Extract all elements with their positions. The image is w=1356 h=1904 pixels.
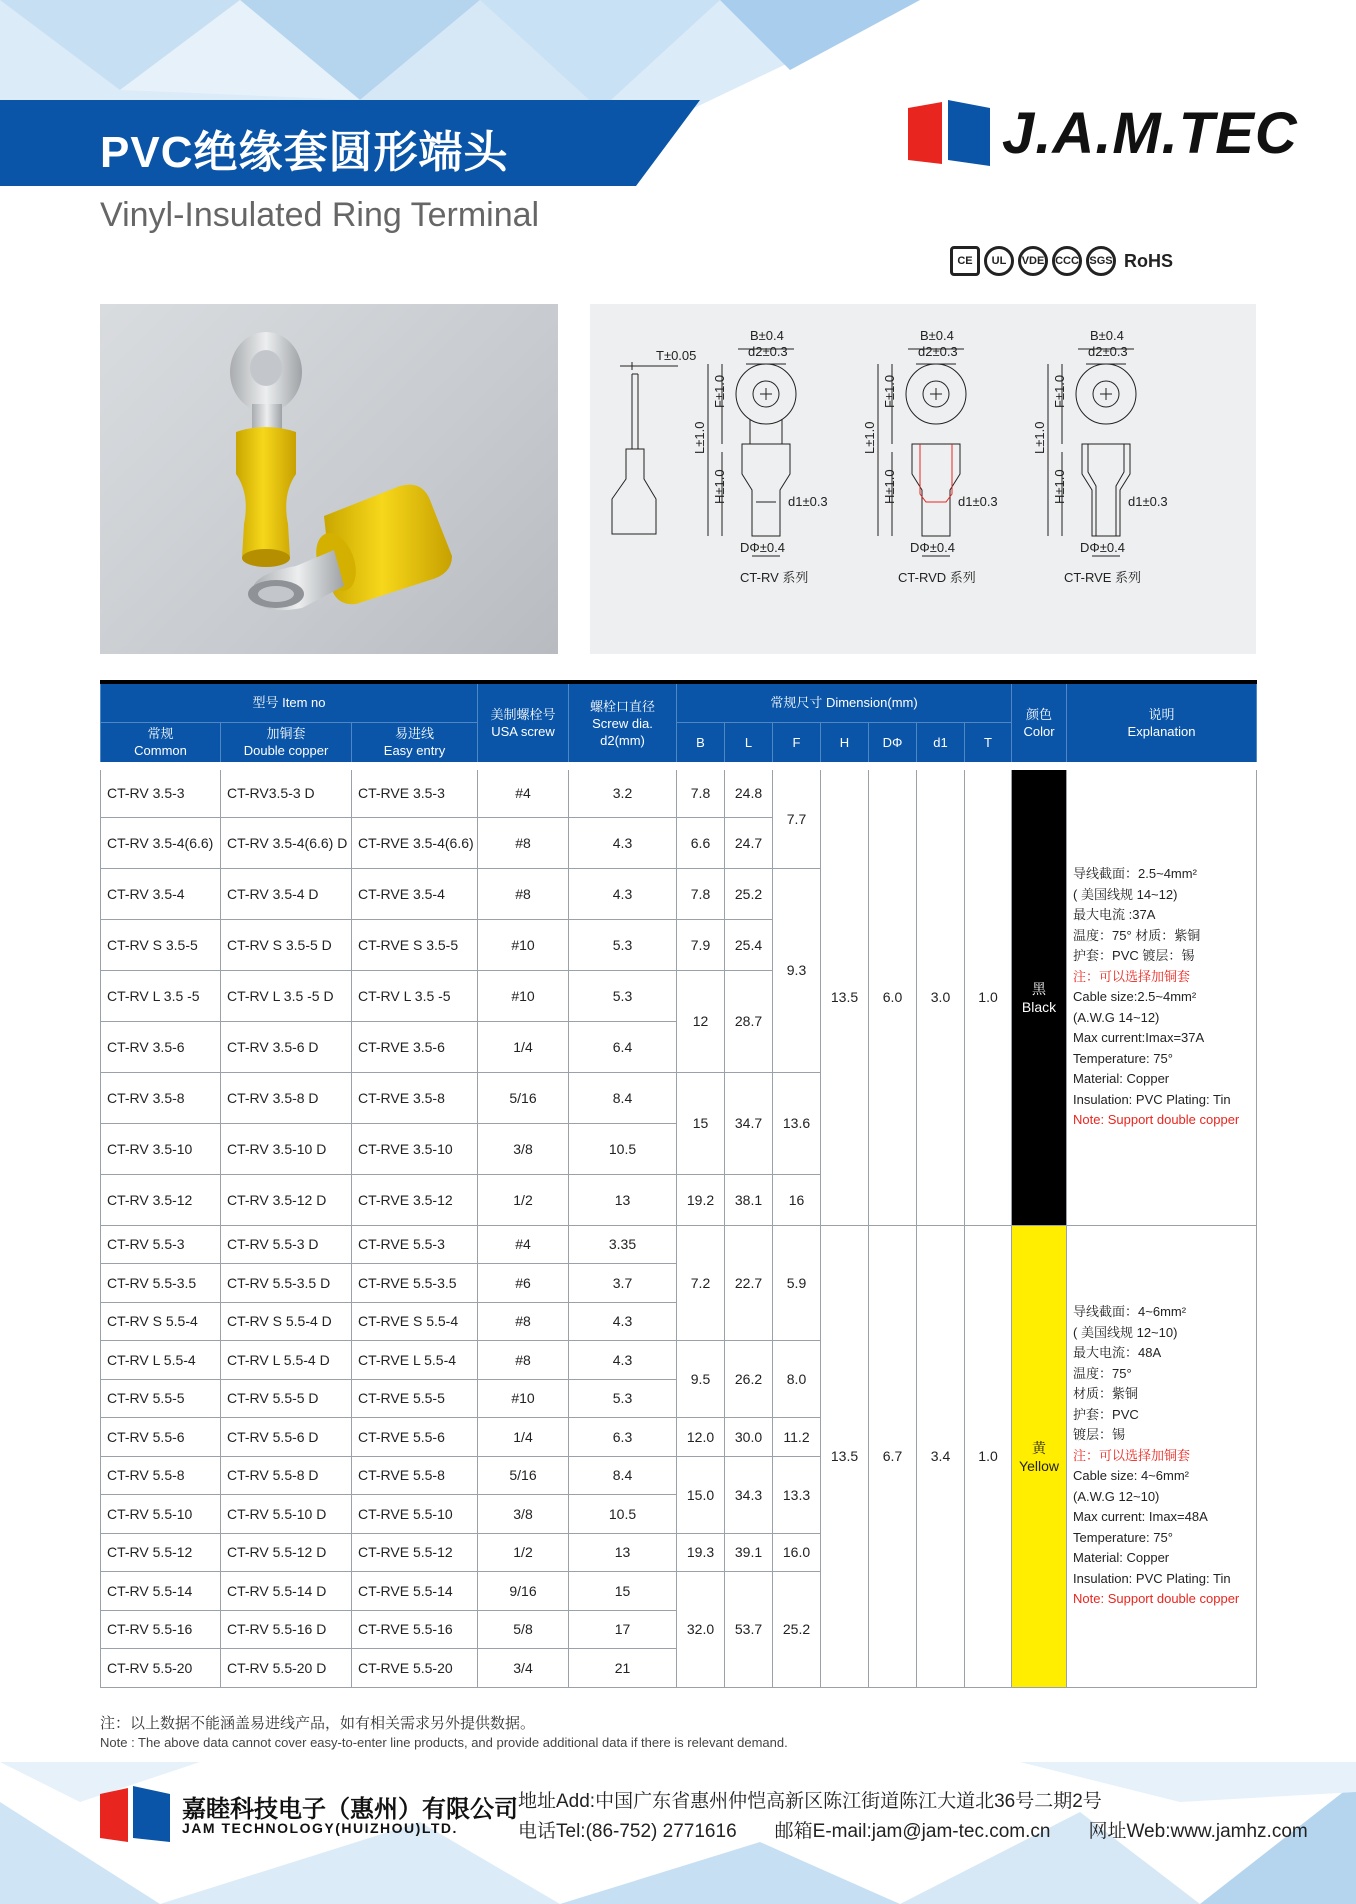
cell-double: CT-RV 5.5-20 D [221,1649,352,1688]
cell-easy: CT-RVE 5.5-16 [352,1610,478,1649]
cell-double: CT-RV 5.5-16 D [221,1610,352,1649]
cell-common: CT-RV L 5.5-4 [101,1341,221,1380]
page-subtitle: Vinyl-Insulated Ring Terminal [100,196,540,234]
cell-usa: 3/4 [478,1649,569,1688]
cell-double: CT-RV 5.5-3.5 D [221,1264,352,1303]
cell-b: 19.2 [677,1174,725,1225]
cell-easy: CT-RV L 3.5 -5 [352,970,478,1021]
certification-marks [950,244,1173,278]
footer-logo-icon [100,1786,170,1842]
cell-double: CT-RV 5.5-3 D [221,1225,352,1264]
explanation-black: 导线截面：2.5~4mm² ( 美国线规 14~12) 最大电流 :37A 温度：75° 材质：紫铜 护套：PVC 镀层：锡 注：可以选择加铜套 Cable size:2.5~4mm² (A.W.G 14~12) Max current:Imax=37A Temperature: 75° Material: Copper Insulation: PVC Plating: Tin Note: Support double copper [1067,766,1257,1225]
page-title: PVC绝缘套圆形端头 [100,128,509,177]
cell-usa: #10 [478,970,569,1021]
cell-d2: 21 [569,1649,677,1688]
cell-usa: #8 [478,817,569,868]
cell-common: CT-RV 3.5-12 [101,1174,221,1225]
dphi-label-3: DΦ±0.4 [1080,540,1125,555]
table-row [101,1225,1257,1264]
cell-usa: 1/4 [478,1021,569,1072]
cell-easy: CT-RVE 5.5-12 [352,1533,478,1572]
cell-usa: #4 [478,766,569,817]
header-color: 颜色 Color [1012,682,1067,766]
ul-mark-icon: UL [984,246,1014,276]
cell-easy: CT-RVE 3.5-8 [352,1072,478,1123]
cell-common: CT-RV 3.5-10 [101,1123,221,1174]
cell-d2: 3.35 [569,1225,677,1264]
cell-common: CT-RV 3.5-6 [101,1021,221,1072]
company-address: 地址Add:中国广东省惠州仲恺高新区陈江街道陈江大道北36号二期2号 [518,1791,1102,1812]
cell-easy: CT-RVE 5.5-20 [352,1649,478,1688]
d2-label-2: d2±0.3 [918,344,958,359]
dphi-label-2: DΦ±0.4 [910,540,955,555]
cell-easy: CT-RVE S 5.5-4 [352,1302,478,1341]
cell-d2: 6.4 [569,1021,677,1072]
cell-common: CT-RV 5.5-6 [101,1418,221,1457]
h-label-2: H±1.0 [882,469,897,504]
header-dimension: 常规尺寸 Dimension(mm) [677,682,1012,722]
cell-common: CT-RV L 3.5 -5 [101,970,221,1021]
l-label-3: L±1.0 [1032,421,1047,454]
b-label-1: B±0.4 [750,328,784,343]
color-swatch-black: 黑 Black [1012,766,1067,1225]
cell-easy: CT-RVE 3.5-3 [352,766,478,817]
cell-b: 15.0 [677,1456,725,1533]
cell-usa: 3/8 [478,1123,569,1174]
header-dim-f: F [773,722,821,766]
cell-usa: 5/8 [478,1610,569,1649]
phone-number: 电话Tel:(86-752) 2771616 [518,1821,737,1842]
cell-double: CT-RV3.5-3 D [221,766,352,817]
cell-common: CT-RV 5.5-16 [101,1610,221,1649]
header-explanation: 说明 Explanation [1067,682,1257,766]
cell-f: 8.0 [773,1341,821,1418]
cell-l: 28.7 [725,970,773,1072]
brand-name: J.A.M.TEC [1002,101,1298,166]
spec-table [100,680,1257,1688]
cell-d2: 10.5 [569,1123,677,1174]
cell-l: 30.0 [725,1418,773,1457]
cell-f: 13.6 [773,1072,821,1174]
cell-usa: #8 [478,1302,569,1341]
cell-b: 12.0 [677,1418,725,1457]
cell-easy: CT-RVE 5.5-5 [352,1379,478,1418]
cell-double: CT-RV L 3.5 -5 D [221,970,352,1021]
dphi-label-1: DΦ±0.4 [740,540,785,555]
cell-easy: CT-RVE 3.5-10 [352,1123,478,1174]
d1-label-3: d1±0.3 [1128,494,1168,509]
cell-f: 9.3 [773,868,821,1072]
cell-d2: 8.4 [569,1456,677,1495]
cell-usa: 3/8 [478,1495,569,1534]
cell-usa: 1/2 [478,1174,569,1225]
cell-d2: 4.3 [569,1341,677,1380]
cell-d1: 3.0 [917,766,965,1225]
cell-b: 7.8 [677,766,725,817]
cell-l: 34.7 [725,1072,773,1174]
rohs-mark: RoHS [1124,250,1173,271]
cell-easy: CT-RVE 3.5-4 [352,868,478,919]
cell-l: 53.7 [725,1572,773,1688]
cell-usa: 9/16 [478,1572,569,1611]
cell-d2: 8.4 [569,1072,677,1123]
cell-l: 38.1 [725,1174,773,1225]
explanation-yellow: 导线截面：4~6mm² ( 美国线规 12~10) 最大电流：48A 温度：75° 材质：紫铜 护套：PVC 镀层：锡 注：可以选择加铜套 Cable size: 4~6mm² (A.W.G 12~10) Max current: Imax=48A Temperature: 75° Material: Copper Insulation: PVC Plating: Tin Note: Support double copper [1067,1225,1257,1687]
t-dimension-label: T±0.05 [656,348,697,363]
website-link[interactable]: 网址Web:www.jamhz.com [1088,1821,1308,1842]
cell-double: CT-RV 3.5-12 D [221,1174,352,1225]
cell-usa: #10 [478,1379,569,1418]
cell-common: CT-RV 5.5-8 [101,1456,221,1495]
cell-double: CT-RV S 5.5-4 D [221,1302,352,1341]
cell-l: 25.2 [725,868,773,919]
cell-d2: 4.3 [569,1302,677,1341]
cell-l: 34.3 [725,1456,773,1533]
cell-common: CT-RV S 3.5-5 [101,919,221,970]
cell-common: CT-RV 3.5-4 [101,868,221,919]
cell-common: CT-RV S 5.5-4 [101,1302,221,1341]
d2-label-1: d2±0.3 [748,344,788,359]
cell-double: CT-RV 3.5-4 D [221,868,352,919]
cell-t: 1.0 [965,1225,1012,1687]
cell-double: CT-RV 5.5-14 D [221,1572,352,1611]
header-dim-t: T [965,722,1012,766]
cell-b: 32.0 [677,1572,725,1688]
header-item-no: 型号 Item no [101,682,478,722]
cell-dphi: 6.0 [869,766,917,1225]
cell-b: 6.6 [677,817,725,868]
cell-double: CT-RV S 3.5-5 D [221,919,352,970]
cell-d1: 3.4 [917,1225,965,1687]
color-swatch-yellow: 黄 Yellow [1012,1225,1067,1687]
cell-easy: CT-RVE 5.5-3.5 [352,1264,478,1303]
cell-dphi: 6.7 [869,1225,917,1687]
cell-usa: #4 [478,1225,569,1264]
cell-f: 5.9 [773,1225,821,1341]
cell-d2: 13 [569,1533,677,1572]
cell-d2: 13 [569,1174,677,1225]
cell-easy: CT-RVE S 3.5-5 [352,919,478,970]
side-view [612,362,678,534]
cell-easy: CT-RVE 3.5-6 [352,1021,478,1072]
cell-usa: #8 [478,1341,569,1380]
cell-d2: 3.7 [569,1264,677,1303]
cell-common: CT-RV 5.5-12 [101,1533,221,1572]
sgs-mark-icon: SGS [1086,246,1116,276]
group-yellow [101,1225,1257,1687]
cell-double: CT-RV 5.5-8 D [221,1456,352,1495]
header-dim-l: L [725,722,773,766]
cell-d2: 10.5 [569,1495,677,1534]
series-label-rve: CT-RVE 系列 [1064,570,1142,585]
table-header [101,682,1257,766]
d2-label-3: d2±0.3 [1088,344,1128,359]
cell-common: CT-RV 5.5-10 [101,1495,221,1534]
l-label-1: L±1.0 [692,421,707,454]
cell-b: 7.8 [677,868,725,919]
cell-b: 7.9 [677,919,725,970]
dimension-diagram [590,304,1256,654]
header-double-copper: 加铜套 Double copper [221,722,352,766]
cell-easy: CT-RVE L 5.5-4 [352,1341,478,1380]
header-dim-b: B [677,722,725,766]
l-label-2: L±1.0 [862,421,877,454]
f-label-3: F±1.0 [1052,374,1067,408]
cell-usa: #8 [478,868,569,919]
cell-d2: 3.2 [569,766,677,817]
cell-double: CT-RV 5.5-10 D [221,1495,352,1534]
cell-common: CT-RV 5.5-20 [101,1649,221,1688]
b-label-3: B±0.4 [1090,328,1124,343]
cell-common: CT-RV 3.5-4(6.6) [101,817,221,868]
cell-l: 25.4 [725,919,773,970]
cell-d2: 4.3 [569,868,677,919]
series-label-rvd: CT-RVD 系列 [898,570,976,585]
cell-double: CT-RV 5.5-12 D [221,1533,352,1572]
header-easy-entry: 易进线 Easy entry [352,722,478,766]
cell-f: 11.2 [773,1418,821,1457]
cell-common: CT-RV 5.5-3.5 [101,1264,221,1303]
series-label-rv: CT-RV 系列 [740,570,809,585]
cell-double: CT-RV 5.5-6 D [221,1418,352,1457]
cell-double: CT-RV 3.5-4(6.6) D [221,817,352,868]
f-label-2: F±1.0 [882,374,897,408]
cell-easy: CT-RVE 3.5-12 [352,1174,478,1225]
cell-common: CT-RV 5.5-14 [101,1572,221,1611]
cell-usa: 1/4 [478,1418,569,1457]
cell-l: 39.1 [725,1533,773,1572]
h-label-1: H±1.0 [712,469,727,504]
cell-h: 13.5 [821,1225,869,1687]
cell-double: CT-RV L 5.5-4 D [221,1341,352,1380]
cell-easy: CT-RVE 5.5-6 [352,1418,478,1457]
ce-mark-icon: CE [950,246,980,276]
ccc-mark-icon: CCC [1052,246,1082,276]
cell-d2: 15 [569,1572,677,1611]
cell-f: 25.2 [773,1572,821,1688]
cell-common: CT-RV 3.5-3 [101,766,221,817]
b-label-2: B±0.4 [920,328,954,343]
header-usa-screw: 美制螺栓号 USA screw [478,682,569,766]
cell-d2: 5.3 [569,1379,677,1418]
cell-usa: 5/16 [478,1456,569,1495]
f-label-1: F±1.0 [712,374,727,408]
cell-usa: 5/16 [478,1072,569,1123]
group-black [101,766,1257,1225]
cell-common: CT-RV 5.5-5 [101,1379,221,1418]
cell-l: 24.7 [725,817,773,868]
cell-l: 26.2 [725,1341,773,1418]
vde-mark-icon: VDE [1018,246,1048,276]
product-photo [100,304,558,654]
cell-f: 16.0 [773,1533,821,1572]
cell-d2: 5.3 [569,919,677,970]
cell-d2: 6.3 [569,1418,677,1457]
table-row [101,766,1257,817]
header-dim-dphi: DΦ [869,722,917,766]
note-cn: 注：以上数据不能涵盖易进线产品，如有相关需求另外提供数据。 [100,1715,536,1732]
cell-f: 7.7 [773,766,821,868]
h-label-3: H±1.0 [1052,469,1067,504]
cell-h: 13.5 [821,766,869,1225]
email-link[interactable]: 邮箱E-mail:jam@jam-tec.com.cn [774,1821,1051,1842]
cell-common: CT-RV 5.5-3 [101,1225,221,1264]
cell-double: CT-RV 3.5-10 D [221,1123,352,1174]
cell-b: 9.5 [677,1341,725,1418]
header-screw-dia: 螺栓口直径 Screw dia. d2(mm) [569,682,677,766]
cell-d2: 5.3 [569,970,677,1021]
contact-line [518,1816,1308,1843]
cell-easy: CT-RVE 5.5-3 [352,1225,478,1264]
cell-d2: 17 [569,1610,677,1649]
d1-label-2: d1±0.3 [958,494,998,509]
header-dim-d1: d1 [917,722,965,766]
cell-f: 13.3 [773,1456,821,1533]
cell-b: 7.2 [677,1225,725,1341]
cell-d2: 4.3 [569,817,677,868]
cell-easy: CT-RVE 5.5-8 [352,1456,478,1495]
cell-double: CT-RV 3.5-6 D [221,1021,352,1072]
cell-double: CT-RV 5.5-5 D [221,1379,352,1418]
cell-easy: CT-RVE 5.5-14 [352,1572,478,1611]
cell-b: 19.3 [677,1533,725,1572]
cell-usa: #10 [478,919,569,970]
company-name-cn: 嘉睦科技电子（惠州）有限公司 [182,1796,518,1823]
cell-easy: CT-RVE 5.5-10 [352,1495,478,1534]
d1-label-1: d1±0.3 [788,494,828,509]
header-dim-h: H [821,722,869,766]
cell-l: 24.8 [725,766,773,817]
note-en: Note : The above data cannot cover easy-to-enter line products, and provide additional data if there is relevant demand. [100,1735,788,1750]
cell-usa: #6 [478,1264,569,1303]
cell-easy: CT-RVE 3.5-4(6.6) [352,817,478,868]
cell-b: 12 [677,970,725,1072]
cell-t: 1.0 [965,766,1012,1225]
cell-l: 22.7 [725,1225,773,1341]
cell-usa: 1/2 [478,1533,569,1572]
cell-double: CT-RV 3.5-8 D [221,1072,352,1123]
company-name-en: JAM TECHNOLOGY(HUIZHOU)LTD. [182,1820,458,1836]
cell-common: CT-RV 3.5-8 [101,1072,221,1123]
header-pattern [0,0,1356,110]
header-common: 常规 Common [101,722,221,766]
cell-f: 16 [773,1174,821,1225]
cell-b: 15 [677,1072,725,1174]
